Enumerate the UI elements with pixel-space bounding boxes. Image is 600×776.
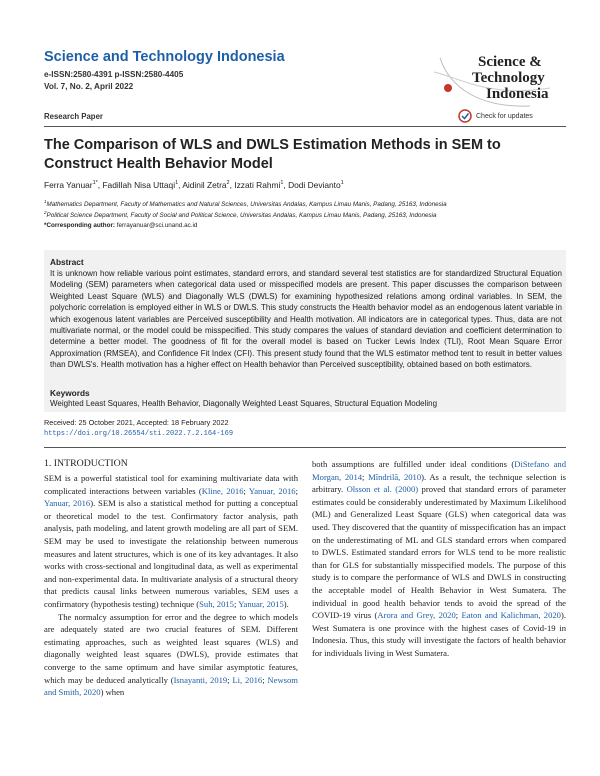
article-dates: Received: 25 October 2021, Accepted: 18 February 2022 [44,418,229,427]
body-text: ; [262,674,268,685]
author-sup: 2 [226,180,230,187]
body-text: ). West Sumatera is one province with the highest cases of Covid-19 in Indonesia. Thus, this study will investigate the factors of health behavior for individuals living in West Sumatera. [312,610,566,658]
body-column-left [44,472,298,699]
body-text: proved that standard errors of parameter estimates could be considerably underestimated by Maximum Likelihood (ML) and Generalized Least Square (GLS) when categorical data was used. They discovered that the quantity of misspecification has an impact on the underestimating of ML and GLS standard errors when compared to DWLS. Estimated standard errors for WLS tend to be more realistic than for GLS for substantially misspecified models. The purpose of this study is to compare the performance of WLS and DWLS in constructing the acceptable model of Health Behavior in West Sumatera. The individual in good health behavior tends to avoid the spread of the COVID-19 virus ( [312,484,566,621]
citation-link[interactable]: Yanuar, 2015 [238,598,284,609]
author-name: Aidinil Zetra [182,180,227,190]
body-text: ). [283,598,289,609]
citation-link[interactable]: Isnayanti, 2019 [173,674,228,685]
author-list: Ferra Yanuar$^{1*}$, Fadillah Nisa Uttaqi$^1$, Aidinil Zetra$^2$, Izzati Rahmi$^1$, Dodi Devianto$^1$ [44,180,344,190]
author-sup: 1 [280,180,284,187]
body-text: The normalcy assumption for error and the degree to which models are adequately stated are two crucial features of SEM. Different estimating approaches, such as weighted least squares (WLS) and diagonally weighted least squares (DWLS), provide estimates that converge to the same optimum and have similar asymptotic features, which may be deduced analytically ( [44,611,298,685]
abstract-heading: Abstract [50,257,84,267]
body-text: ). As a result, the technique selection is arbitrary. [312,471,566,495]
body-text: ; [233,598,239,609]
affiliation-text: Mathematics Department, Faculty of Mathematics and Natural Sciences, Universitas Andalas, Kampus Limau Manis, Padang, 25163, Indonesia [46,201,447,209]
affiliation-text: Political Science Department, Faculty of Social and Political Science, Universitas Andalas, Kampus Limau Manis, Padang, 25163, Indonesia [46,212,437,220]
paragraph [312,458,566,660]
keywords-heading: Keywords [50,388,90,398]
body-text: ; [455,610,462,621]
article-title: The Comparison of WLS and DWLS Estimation Methods in SEM to Construct Health Behavior Model [44,137,501,172]
body-text: ; [227,674,233,685]
author-sup: 1 [175,180,179,187]
check-updates-icon [458,109,472,123]
citation-link[interactable]: Li, 2016 [232,674,263,685]
citation-link[interactable]: DiStefano and Morgan, 2014 [312,459,567,482]
logo-line-1: Science & [478,54,542,70]
article-type: Research Paper [44,112,103,121]
affiliation-sup: 1 [44,199,47,204]
body-rule [44,447,566,448]
author-name: Izzati Rahmi [234,180,281,190]
body-text: SEM is a powerful statistical tool for examining multivariate data with complicated interactions between variables ( [44,473,298,496]
check-updates-button[interactable] [458,108,564,124]
affiliation-1 [44,199,447,208]
author-sup: 1* [92,180,98,187]
abstract-text: It is unknown how reliable various point estimates, standard errors, and standard several test statistics are for standardized Structural Equation Modeling (SEM) parameters when categorical data used or misspecified models are present. This paper discusses the comparison between Weighted Least Square (WLS) and Diagonally WLS (DWLS) for examining hypothesized relations among ordinal variables. In SEM, the polychoric correlation is employed either in WLS or DWLS. This study constructs the Health behavior model as an endogenous latent variable in which exogenous latent variables are Perceived susceptibility and Health motivation. All indicators are in categorical types. Thus, data are not multivariate normal, or the model could be misspecified. This study compares the values of standard deviation and coefficient determination to determine a better model. The goodness of fit for the overall model is based on Tucker Lewis Index (TLI), Root Mean Square Error Approximation (RMSEA), and Confidence Fit Index (CFI). This present study found that the WLS estimator method tent to result in better values than DWLS's. Health motivation has a higher effect on Health behavior than Perceived susceptibility, obtained based on both estimators. [50,269,562,370]
check-updates-label: Check for updates [476,112,533,120]
citation-link[interactable]: Olsson et al. (2000) [346,484,419,495]
citation-link[interactable]: Mîndrilă, 2010 [368,471,422,482]
section-heading: 1. INTRODUCTION [44,458,128,469]
citation-link[interactable]: Kline, 2016 [201,485,244,496]
body-text: both assumptions are fulfilled under ideal conditions ( [312,459,515,469]
affiliation-sup: 2 [44,210,47,215]
journal-logo [430,48,570,112]
body-text: ) when [100,687,125,698]
author-sup: 1 [340,180,344,187]
affiliation-2 [44,210,437,219]
logo-line-2: Technology [472,70,545,86]
author-name: Fadillah Nisa Uttaqi [102,180,176,190]
citation-link[interactable]: Yanuar, 2016 [248,485,296,496]
citation-link[interactable]: Suh, 2015 [199,598,234,609]
doi-link[interactable]: https://doi.org/10.26554/sti.2022.7.2.164-169 [44,430,234,438]
journal-title: Science and Technology Indonesia [44,49,285,65]
corresponding-label: *Corresponding author: [44,222,116,229]
body-text: ; [295,485,298,496]
citation-link[interactable]: Arora and Grey, 2020 [377,610,456,621]
body-text: ). SEM is also a statistical method for putting a conceptual or theoretical model to the test. Confirmatory factor analysis, path analysis, path modeling, and latent growth modeling are all part of SEM. SEM may be used to investigate the relationship between numerous measures and latent structures, which is one of its key advantages. It also works with cross-sectional and longitudinal data, as well as experimental and non-experimental data. In multivariate analysis of a structural theory that predicts causal links between numerous variables, SEM uses a confirmatory (hypothesis testing) technique ( [44,498,298,609]
paragraph [44,611,298,699]
citation-link[interactable]: Yanuar, 2016 [44,498,91,509]
header-rule [44,126,566,127]
paragraph [44,472,298,611]
body-text: ; [362,471,369,482]
journal-volume: Vol. 7, No. 2, April 2022 [44,82,134,91]
corresponding-author [44,222,197,229]
body-column-right [312,458,566,660]
body-text: ; [243,485,249,496]
keywords-text: Weighted Least Squares, Health Behavior, Diagonally Weighted Least Squares, Structural Equation Modeling [50,399,438,408]
citation-link[interactable]: Newsom and Smith, 2020 [44,674,298,698]
corresponding-email[interactable]: ferrayanuar@sci.unand.ac.id [116,222,198,229]
logo-line-3: Indonesia [486,86,549,102]
citation-link[interactable]: Eaton and Kalichman, 2020 [461,610,561,621]
author-name: Ferra Yanuar [44,180,93,190]
journal-issn: e-ISSN:2580-4391 p-ISSN:2580-4405 [44,70,184,79]
author-name: Dodi Devianto [288,180,341,190]
